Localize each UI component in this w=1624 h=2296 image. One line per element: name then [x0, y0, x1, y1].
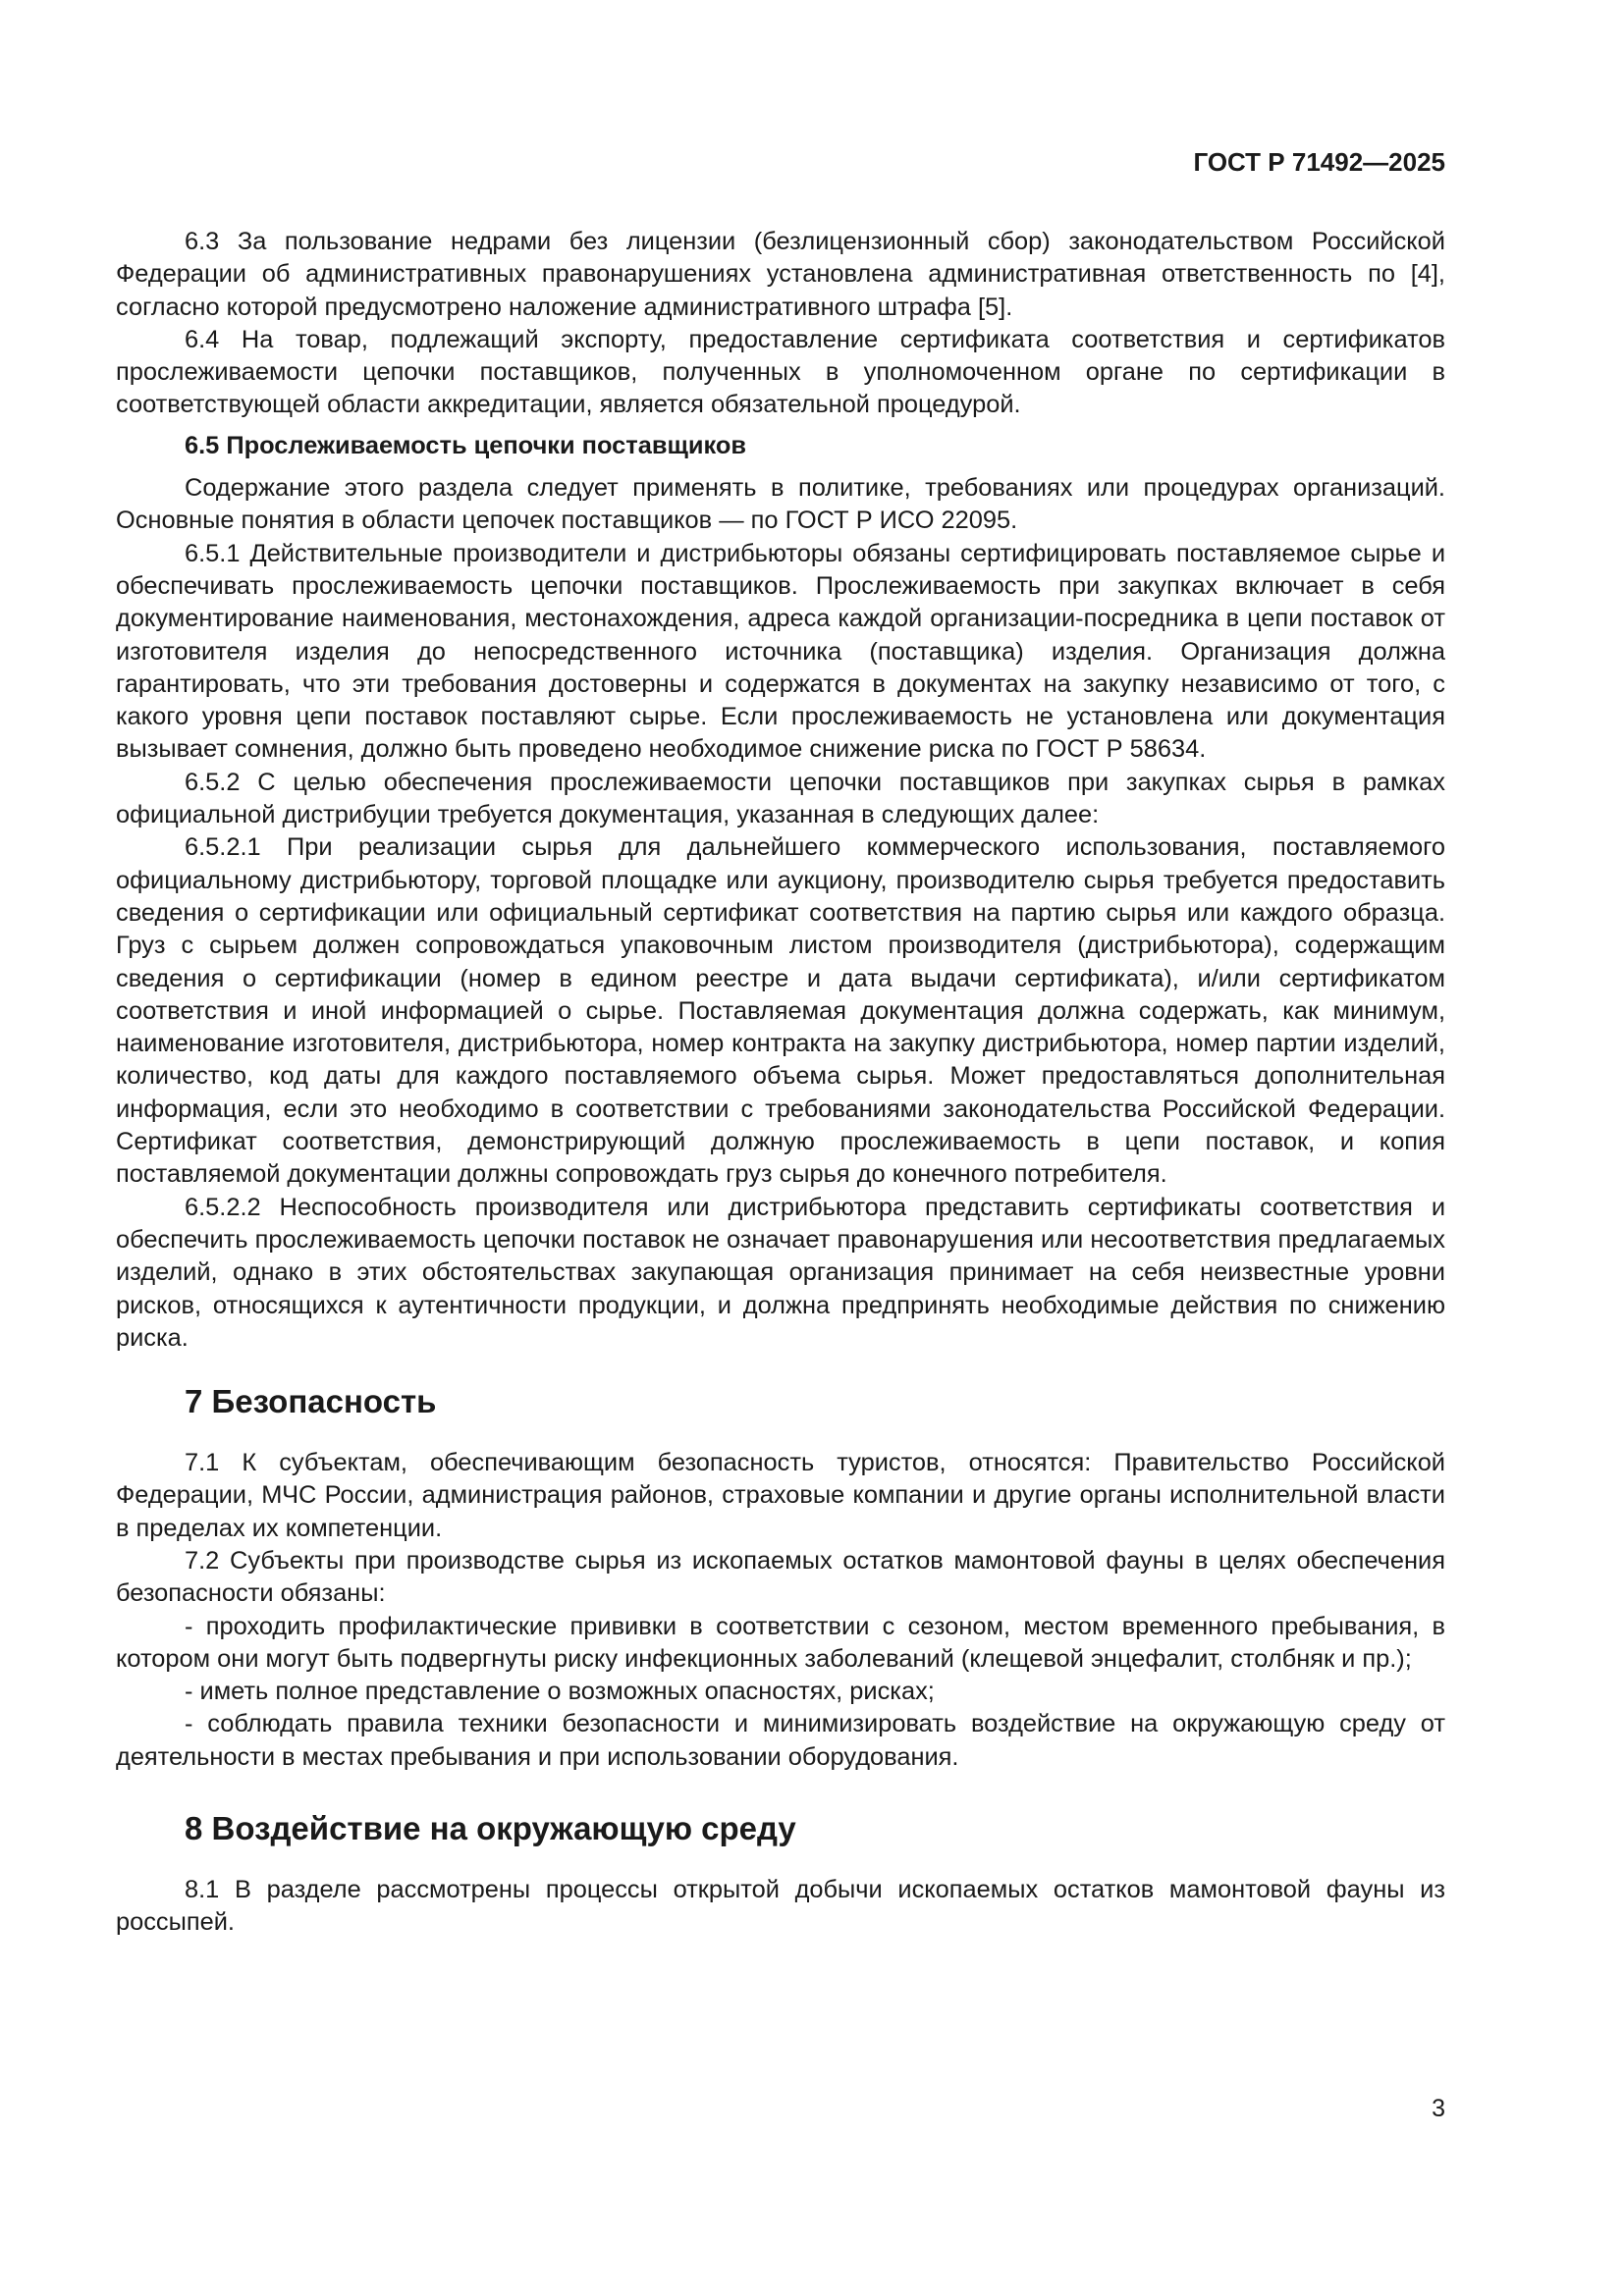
paragraph-6-3: 6.3 За пользование недрами без лицензии (безлицензионный сбор) законодательством Российской Федерации об административных правонарушениях установлена административная ответственность по [4], согласно которой предусмотрено наложение административного штрафа [5].	[116, 228, 1445, 321]
paragraph-6-4: 6.4 На товар, подлежащий экспорту, предоставление сертификата соответствия и сертификатов прослеживаемости цепочки поставщиков, полученных в уполномоченном органе по сертификации в соответствующей области аккредитации, является обязательной процедурой.	[116, 325, 1445, 419]
paragraph-6-5-2: 6.5.2 С целью обеспечения прослеживаемости цепочки поставщиков при закупках сырья в рамках официальной дистрибуции требуется документация, указанная в следующих далее:	[116, 768, 1445, 829]
paragraph-6-5-intro: Содержание этого раздела следует применять в политике, требованиях или процедурах организаций. Основные понятия в области цепочек поставщиков — по ГОСТ Р ИСО 22095.	[116, 474, 1445, 535]
paragraph-6-5-2-2: 6.5.2.2 Неспособность производителя или дистрибьютора представить сертификаты соответствия и обеспечить прослеживаемость цепочки поставок не означает правонарушения или несоответствия предлагаемых изделий, однако в этих обстоятельствах закупающая организация принимает на себя неизвестные уровни рисков, относящихся к аутентичности продукции, и должна предпринять необходимые действия по снижению риска.	[116, 1193, 1445, 1352]
section-heading-7: 7 Безопасность	[185, 1383, 437, 1420]
paragraph-6-5-2-1: 6.5.2.1 При реализации сырья для дальнейшего коммерческого использования, поставляемого официальному дистрибьютору, торговой площадке или аукциону, производителю сырья требуется предоставить сведения о сертификации или официальный сертификат соответствия на партию сырья или каждого образца. Груз с сырьем должен сопровождаться упаковочным листом производителя (дистрибьютора), содержащим сведения о сертификации (номер в едином реестре и дата выдачи сертификата), и/или сертификатом соответствия и иной информацией о сырье. Поставляемая документация должна содержать, как минимум, наименование изготовителя, дистрибьютора, номер контракта на закупку дистрибьютора, номер партии изделий, количество, код даты для каждого поставляемого объема сырья. Может предоставляться дополнительная информация, если это необходимо в соответствии с требованиями законодательства Российской Федерации. Сертификат соответствия, демонстрирующий должную прослеживаемость в цепи поставок, и копия поставляемой документации должны сопровождать груз сырья до конечного потребителя.	[116, 833, 1445, 1189]
section-heading-8: 8 Воздействие на окружающую среду	[185, 1810, 796, 1847]
page-number: 3	[1432, 2095, 1445, 2122]
standard-id: ГОСТ Р 71492—2025	[1193, 147, 1445, 177]
paragraph-8-1: 8.1 В разделе рассмотрены процессы открытой добычи ископаемых остатков мамонтовой фауны из россыпей.	[116, 1876, 1445, 1937]
paragraph-7-1: 7.1 К субъектам, обеспечивающим безопасность туристов, относятся: Правительство Российской Федерации, МЧС России, администрация районов, страховые компании и другие органы исполнительной власти в пределах их компетенции.	[116, 1449, 1445, 1542]
list-item-7-2-a: - проходить профилактические прививки в соответствии с сезоном, местом временного пребывания, в котором они могут быть подвергнуты риску инфекционных заболеваний (клещевой энцефалит, столбняк и пр.);	[116, 1612, 1445, 1673]
subsection-heading-6-5: 6.5 Прослеживаемость цепочки поставщиков	[185, 431, 746, 459]
paragraph-6-5-1: 6.5.1 Действительные производители и дистрибьюторы обязаны сертифицировать поставляемое сырье и обеспечивать прослеживаемость цепочки поставщиков. Прослеживаемость при закупках включает в себя документирование наименования, местонахождения, адреса каждой организации-посредника в цепи поставок от изготовителя изделия до непосредственного источника (поставщика) изделия. Организация должна гарантировать, что эти требования достоверны и содержатся в документах на закупку независимо от того, с какого уровня цепи поставок поставляют сырье. Если прослеживаемость не установлена или документация вызывает сомнения, должно быть проведено необходимое снижение риска по ГОСТ Р 58634.	[116, 539, 1445, 764]
list-item-7-2-c: - соблюдать правила техники безопасности и минимизировать воздействие на окружающую среду от деятельности в местах пребывания и при использовании оборудования.	[116, 1710, 1445, 1771]
document-body	[116, 226, 1445, 1940]
paragraph-7-2: 7.2 Субъекты при производстве сырья из ископаемых остатков мамонтовой фауны в целях обеспечения безопасности обязаны:	[116, 1546, 1445, 1608]
list-item-7-2-b: - иметь полное представление о возможных опасностях, рисках;	[185, 1678, 935, 1706]
